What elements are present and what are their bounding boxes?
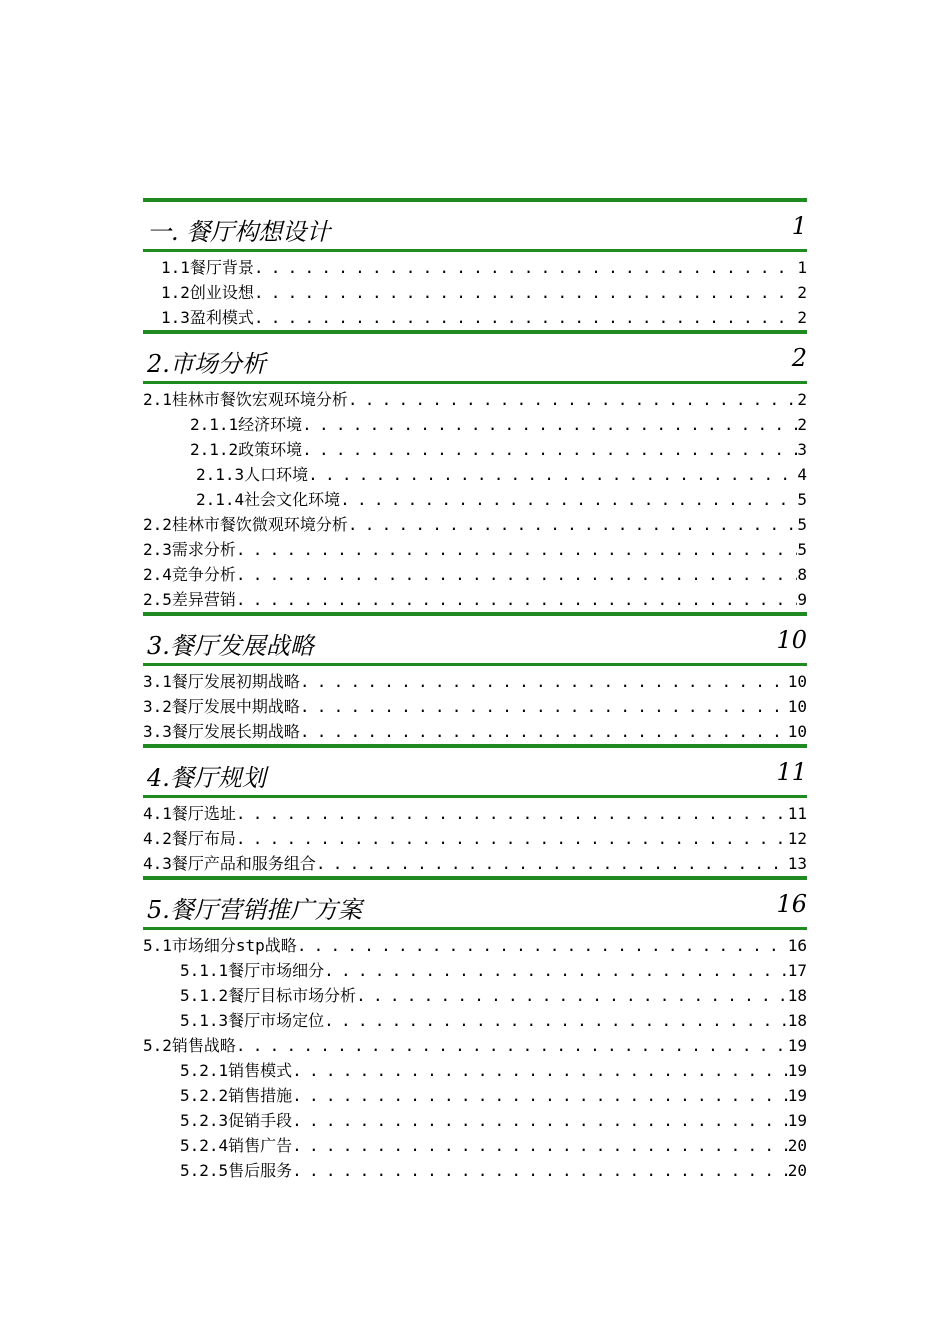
toc-entry[interactable] [143, 694, 807, 719]
toc-entry-label: 5.2.2销售措施 [180, 1086, 293, 1105]
toc-entry-label: 2.1桂林市餐饮宏观环境分析 [143, 390, 348, 409]
toc-entry[interactable] [143, 958, 807, 983]
toc-entry-label: 2.1.2政策环境 [190, 440, 303, 459]
toc-entry-label: 2.4竞争分析 [143, 565, 236, 584]
toc-entry-page-number: 19 [787, 1061, 807, 1080]
chapter-page-number: 11 [776, 758, 807, 786]
toc-entry-page-number: 5 [797, 540, 807, 559]
toc-entry-label: 5.1.1餐厅市场细分 [180, 961, 325, 980]
toc-entry-label: 5.1市场细分stp战略 [143, 936, 297, 955]
toc-entry-page-number: 4 [797, 465, 807, 484]
toc-entry-page-number: 16 [787, 936, 807, 955]
toc-chapter [143, 198, 807, 330]
toc-entry-page-number: 10 [787, 697, 807, 716]
toc-entry-label: 2.2桂林市餐饮微观环境分析 [143, 515, 348, 534]
toc-entry[interactable] [143, 487, 807, 512]
toc-entry-list [143, 930, 807, 1183]
dot-leader [348, 387, 797, 412]
toc-entry-label: 2.1.4社会文化环境 [196, 490, 341, 509]
toc-entry-page-number: 17 [787, 961, 807, 980]
toc-entry[interactable] [143, 851, 807, 876]
toc-entry[interactable] [143, 669, 807, 694]
toc-entry-page-number: 20 [787, 1161, 807, 1180]
dot-leader [302, 412, 797, 437]
toc-entry[interactable] [143, 537, 807, 562]
toc-entry[interactable] [143, 1158, 807, 1183]
toc-entry-page-number: 19 [787, 1086, 807, 1105]
toc-entry[interactable] [143, 387, 807, 412]
toc-entry-list [143, 384, 807, 612]
chapter-title: 3.餐厅发展战略 [147, 632, 314, 660]
toc-entry-label: 5.2.5售后服务 [180, 1161, 293, 1180]
toc-entry[interactable] [143, 826, 807, 851]
chapter-heading[interactable] [143, 330, 807, 384]
toc-entry[interactable] [143, 512, 807, 537]
dot-leader [236, 587, 797, 612]
toc-entry-page-number: 12 [787, 829, 807, 848]
dot-leader [236, 1033, 788, 1058]
toc-entry-label: 5.1.3餐厅市场定位 [180, 1011, 325, 1030]
dot-leader [300, 669, 788, 694]
chapter-heading[interactable] [143, 198, 807, 252]
toc-entry-page-number: 2 [797, 308, 807, 327]
dot-leader [324, 958, 788, 983]
toc-chapter [143, 744, 807, 876]
dot-leader [300, 694, 788, 719]
toc-entry-page-number: 9 [797, 590, 807, 609]
toc-entry-label: 2.1.1经济环境 [190, 415, 303, 434]
dot-leader [340, 487, 797, 512]
toc-entry-label: 4.3餐厅产品和服务组合 [143, 854, 316, 873]
toc-entry-label: 2.5差异营销 [143, 590, 236, 609]
toc-entry[interactable] [143, 412, 807, 437]
table-of-contents [143, 198, 807, 1183]
toc-entry[interactable] [143, 1083, 807, 1108]
dot-leader [292, 1083, 788, 1108]
toc-entry-page-number: 20 [787, 1136, 807, 1155]
toc-entry-label: 2.1.3人口环境 [196, 465, 309, 484]
dot-leader [236, 562, 797, 587]
toc-entry[interactable] [143, 437, 807, 462]
toc-entry[interactable] [143, 719, 807, 744]
dot-leader [302, 437, 797, 462]
toc-entry-label: 5.2.4销售广告 [180, 1136, 293, 1155]
toc-entry-page-number: 3 [797, 440, 807, 459]
toc-entry-page-number: 2 [797, 415, 807, 434]
toc-entry-page-number: 5 [797, 490, 807, 509]
dot-leader [292, 1058, 788, 1083]
toc-entry[interactable] [143, 1008, 807, 1033]
toc-entry-label: 5.2.3促销手段 [180, 1111, 293, 1130]
dot-leader [348, 512, 797, 537]
chapter-heading[interactable] [143, 876, 807, 930]
toc-entry[interactable] [143, 983, 807, 1008]
toc-entry[interactable] [143, 305, 807, 330]
toc-entry[interactable] [143, 1108, 807, 1133]
toc-entry[interactable] [143, 1058, 807, 1083]
toc-entry-page-number: 13 [787, 854, 807, 873]
dot-leader [292, 1108, 788, 1133]
dot-leader [308, 462, 797, 487]
toc-entry-page-number: 2 [797, 283, 807, 302]
toc-entry-page-number: 10 [787, 722, 807, 741]
dot-leader [254, 255, 797, 280]
chapter-page-number: 16 [776, 890, 807, 918]
dot-leader [324, 1008, 788, 1033]
toc-entry[interactable] [143, 587, 807, 612]
chapter-title: 2.市场分析 [147, 350, 266, 378]
toc-entry-page-number: 8 [797, 565, 807, 584]
toc-chapter [143, 612, 807, 744]
toc-entry-page-number: 18 [787, 1011, 807, 1030]
dot-leader [236, 537, 797, 562]
toc-entry-page-number: 1 [797, 258, 807, 277]
toc-entry-page-number: 10 [787, 672, 807, 691]
chapter-title: 5.餐厅营销推广方案 [147, 896, 362, 924]
toc-entry-page-number: 18 [787, 986, 807, 1005]
dot-leader [254, 305, 797, 330]
toc-entry-label: 5.2销售战略 [143, 1036, 236, 1055]
toc-entry-label: 5.1.2餐厅目标市场分析 [180, 986, 357, 1005]
dot-leader [236, 801, 788, 826]
toc-entry-label: 1.2创业设想 [161, 283, 254, 302]
toc-entry-page-number: 2 [797, 390, 807, 409]
toc-entry[interactable] [143, 801, 807, 826]
chapter-page-number: 1 [791, 212, 807, 240]
toc-entry-label: 3.3餐厅发展长期战略 [143, 722, 300, 741]
toc-entry[interactable] [143, 280, 807, 305]
toc-entry[interactable] [143, 1133, 807, 1158]
dot-leader [254, 280, 797, 305]
chapter-page-number: 2 [791, 344, 807, 372]
chapter-heading[interactable] [143, 612, 807, 666]
toc-entry-label: 3.2餐厅发展中期战略 [143, 697, 300, 716]
toc-entry[interactable] [143, 255, 807, 280]
dot-leader [292, 1133, 788, 1158]
toc-entry-label: 2.3需求分析 [143, 540, 236, 559]
toc-entry-label: 4.1餐厅选址 [143, 804, 236, 823]
toc-entry[interactable] [143, 462, 807, 487]
toc-chapter [143, 330, 807, 612]
toc-entry-page-number: 19 [787, 1111, 807, 1130]
toc-entry[interactable] [143, 933, 807, 958]
toc-entry[interactable] [143, 562, 807, 587]
dot-leader [300, 719, 788, 744]
dot-leader [297, 933, 788, 958]
dot-leader [356, 983, 788, 1008]
toc-entry-list [143, 252, 807, 330]
toc-chapter [143, 876, 807, 1183]
toc-entry[interactable] [143, 1033, 807, 1058]
dot-leader [316, 851, 788, 876]
toc-entry-label: 1.1餐厅背景 [161, 258, 254, 277]
chapter-title: 4.餐厅规划 [147, 764, 266, 792]
toc-entry-list [143, 798, 807, 876]
toc-entry-list [143, 666, 807, 744]
toc-entry-label: 3.1餐厅发展初期战略 [143, 672, 300, 691]
toc-entry-label: 4.2餐厅布局 [143, 829, 236, 848]
toc-entry-page-number: 19 [787, 1036, 807, 1055]
dot-leader [236, 826, 788, 851]
dot-leader [292, 1158, 788, 1183]
chapter-heading[interactable] [143, 744, 807, 798]
toc-entry-label: 5.2.1销售模式 [180, 1061, 293, 1080]
toc-entry-page-number: 11 [787, 804, 807, 823]
chapter-page-number: 10 [776, 626, 807, 654]
toc-entry-label: 1.3盈利模式 [161, 308, 254, 327]
chapter-title: 一. 餐厅构想设计 [147, 218, 331, 246]
toc-entry-page-number: 5 [797, 515, 807, 534]
